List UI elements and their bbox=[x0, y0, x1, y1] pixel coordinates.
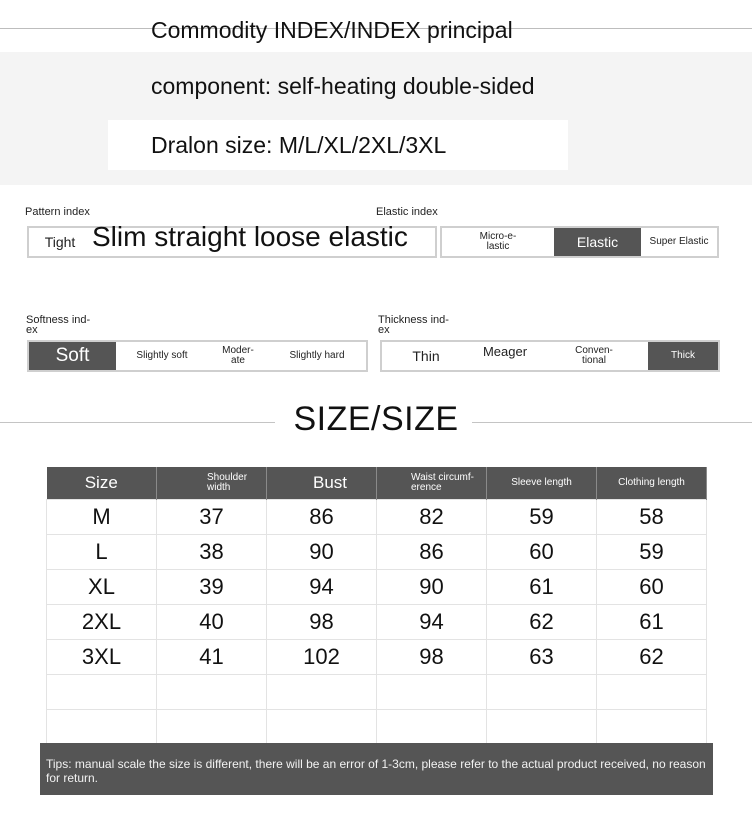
pattern-index-label: Pattern index bbox=[25, 206, 90, 218]
header-line-3: Dralon size: M/L/XL/2XL/3XL bbox=[151, 132, 447, 158]
pattern-index-overlay-text: Slim straight loose elastic bbox=[92, 221, 408, 252]
softness-option-slightly-soft: Slightly soft bbox=[136, 350, 188, 361]
cell-sleeve: 59 bbox=[487, 499, 597, 534]
size-table bbox=[46, 467, 707, 745]
table-row bbox=[47, 639, 707, 674]
elastic-option-micro: Micro-e- lastic bbox=[479, 231, 517, 252]
table-row-empty bbox=[47, 709, 707, 744]
cell-shoulder: 40 bbox=[157, 604, 267, 639]
header-waist: Waist circumf- erence bbox=[377, 467, 487, 499]
size-section-title: SIZE/SIZE bbox=[293, 400, 459, 438]
cell-sleeve: 62 bbox=[487, 604, 597, 639]
thickness-option-thin: Thin bbox=[412, 348, 440, 364]
thickness-option-meager: Meager bbox=[482, 344, 528, 359]
cell-clothing: 60 bbox=[597, 569, 707, 604]
cell-clothing: 58 bbox=[597, 499, 707, 534]
elastic-option-elastic: Elastic bbox=[554, 228, 641, 256]
table-row bbox=[47, 499, 707, 534]
cell-size: M bbox=[47, 499, 157, 534]
header-size: Size bbox=[47, 467, 157, 499]
table-row-empty bbox=[47, 674, 707, 709]
header-line-1: Commodity INDEX/INDEX principal bbox=[151, 17, 513, 43]
cell-size: 2XL bbox=[47, 604, 157, 639]
thickness-index-bar bbox=[380, 340, 720, 372]
softness-index-label: Softness ind- ex bbox=[26, 314, 91, 336]
pattern-option-tight: Tight bbox=[44, 234, 76, 250]
cell-sleeve: 61 bbox=[487, 569, 597, 604]
thickness-index-label: Thickness ind- ex bbox=[378, 314, 449, 336]
cell-waist: 82 bbox=[377, 499, 487, 534]
cell-size: L bbox=[47, 534, 157, 569]
header-clothing-length: Clothing length bbox=[597, 467, 707, 499]
cell-sleeve: 60 bbox=[487, 534, 597, 569]
header-block bbox=[0, 0, 752, 185]
header-sleeve-length: Sleeve length bbox=[487, 467, 597, 499]
cell-size: 3XL bbox=[47, 639, 157, 674]
cell-bust: 98 bbox=[267, 604, 377, 639]
cell-shoulder: 37 bbox=[157, 499, 267, 534]
cell-sleeve: 63 bbox=[487, 639, 597, 674]
cell-bust: 86 bbox=[267, 499, 377, 534]
cell-clothing: 61 bbox=[597, 604, 707, 639]
elastic-option-super: Super Elastic bbox=[649, 236, 709, 247]
cell-waist: 98 bbox=[377, 639, 487, 674]
table-row bbox=[47, 569, 707, 604]
elastic-index-bar bbox=[440, 226, 719, 258]
softness-option-soft: Soft bbox=[29, 342, 116, 370]
cell-shoulder: 39 bbox=[157, 569, 267, 604]
cell-clothing: 62 bbox=[597, 639, 707, 674]
cell-waist: 86 bbox=[377, 534, 487, 569]
cell-clothing: 59 bbox=[597, 534, 707, 569]
table-row bbox=[47, 534, 707, 569]
elastic-index-label: Elastic index bbox=[376, 206, 438, 218]
thickness-option-thick: Thick bbox=[648, 342, 718, 370]
cell-shoulder: 38 bbox=[157, 534, 267, 569]
header-bust: Bust bbox=[267, 467, 377, 499]
header-shoulder-width: Shoulder width bbox=[157, 467, 267, 499]
softness-index-bar bbox=[27, 340, 368, 372]
cell-waist: 94 bbox=[377, 604, 487, 639]
table-row bbox=[47, 604, 707, 639]
cell-bust: 90 bbox=[267, 534, 377, 569]
cell-waist: 90 bbox=[377, 569, 487, 604]
cell-size: XL bbox=[47, 569, 157, 604]
thickness-option-conventional: Conven- tional bbox=[575, 345, 613, 366]
header-line-2: component: self-heating double-sided bbox=[151, 73, 535, 99]
tips-banner: Tips: manual scale the size is different, there will be an error of 1-3cm, please refer to the actual product received, no reason for return. bbox=[40, 743, 713, 795]
softness-option-slightly-hard: Slightly hard bbox=[289, 350, 345, 361]
softness-option-moderate: Moder- ate bbox=[222, 345, 254, 366]
cell-bust: 94 bbox=[267, 569, 377, 604]
size-table-header bbox=[47, 467, 707, 499]
cell-shoulder: 41 bbox=[157, 639, 267, 674]
cell-bust: 102 bbox=[267, 639, 377, 674]
